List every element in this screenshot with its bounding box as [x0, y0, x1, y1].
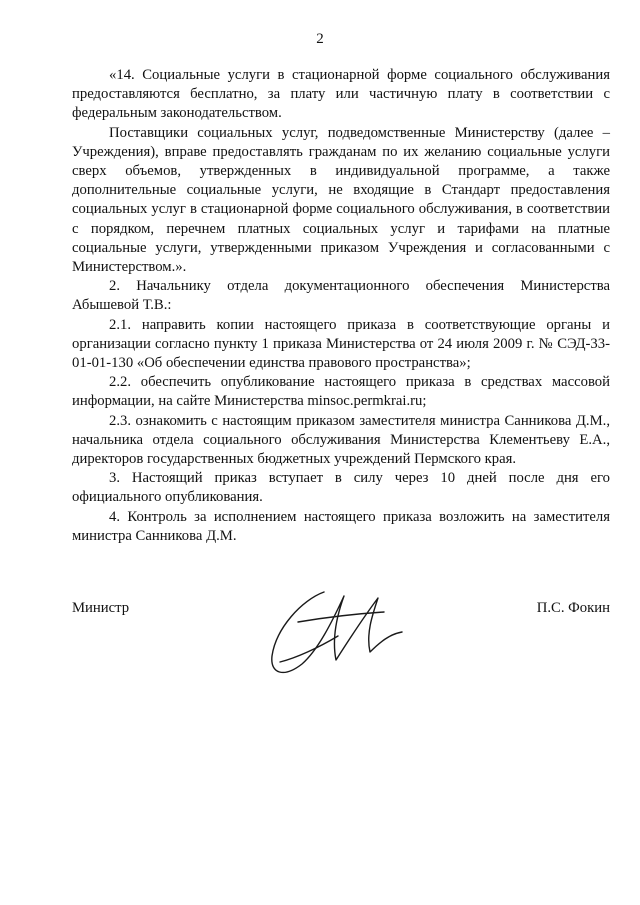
- signatory-name: П.С. Фокин: [536, 600, 610, 616]
- paragraph-providers: Поставщики социальных услуг, подведомственные Министерству (далее – Учреждения), вправе предоставлять гражданам по их желанию социальные услуги сверх объемов, утвержденных в индивидуальной программе, а также дополнительные социальные услуги, не входящие в Стандарт предоставления социальных услуг в стационарной форме социального обслуживания, в соответствии с порядком, перечнем платных социальных услуг и тарифами на платные социальные услуги, утвержденными приказом Учреждения и согласованными с Министерством.».: [72, 124, 610, 276]
- handwritten-signature: [262, 578, 412, 688]
- paragraph-item-4: 4. Контроль за исполнением настоящего приказа возложить на заместителя министра Санникова Д.М.: [72, 508, 610, 544]
- document-body: [72, 66, 610, 546]
- page-number: 2: [316, 31, 324, 47]
- paragraph-item-2-2: 2.2. обеспечить опубликование настоящего приказа в средствах массовой информации, на сайте Министерства minsoc.permkrai.ru;: [72, 374, 610, 410]
- paragraph-item-2-1: 2.1. направить копии настоящего приказа в соответствующие органы и организации согласно пункту 1 приказа Министерства от 24 июля 2009 г. № СЭД-33-01-01-130 «Об обеспечении единства правового пространства»;: [72, 316, 610, 372]
- paragraph-item-2-3: 2.3. ознакомить с настоящим приказом заместителя министра Санникова Д.М., начальника отдела социального обслуживания Министерства Клементьеву Е.А., директоров государственных бюджетных учреждений Пермского края.: [72, 412, 610, 468]
- paragraph-item-2: 2. Начальнику отдела документационного обеспечения Министерства Абышевой Т.В.:: [72, 278, 610, 314]
- paragraph-item-3: 3. Настоящий приказ вступает в силу через 10 дней после дня его официального опубликования.: [72, 470, 610, 506]
- signatory-role: Министр: [72, 600, 130, 616]
- paragraph-item-14: «14. Социальные услуги в стационарной форме социального обслуживания предоставляются бесплатно, за плату или частичную плату в соответствии с федеральным законодательством.: [72, 67, 610, 122]
